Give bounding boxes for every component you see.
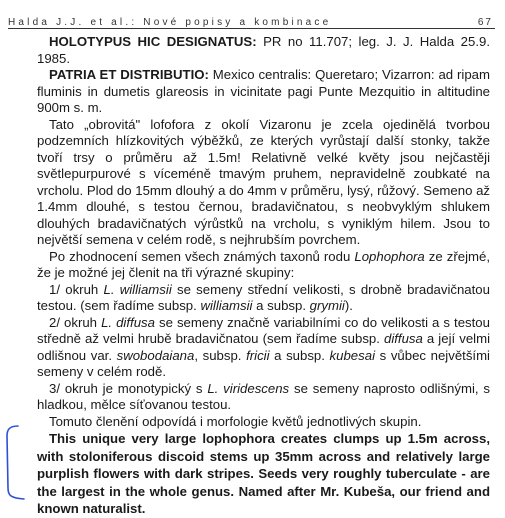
- g1-e: a subsp.: [252, 298, 310, 313]
- g2-g: , subsp.: [194, 347, 247, 363]
- g1-b: L. williamsii: [103, 281, 172, 297]
- g3-a: 3/ okruh je monotypický s: [49, 380, 208, 396]
- holotypus-label: HOLOTYPUS HIC DESIGNATUS:: [49, 34, 257, 49]
- english-summary-paragraph: This unique very large lophophora creates clumps up 1.5m across, with stoloniferous discoid stems up 35mm across and relatively large purplish flowers with dark stripes. Seeds very roughly tuberculate - are the largest in the whole genus. Named after Mr. Kubeša, our friend and known naturalist.: [37, 431, 490, 516]
- g2-b: L. diffusa: [101, 314, 155, 330]
- handwritten-bracket-mark: [0, 0, 40, 514]
- g2-f: swobodaiana: [116, 347, 195, 363]
- page-header: [8, 6, 495, 29]
- holotypus-text: PR no 11.707; leg. J. J. Halda 25.9. 1985.: [37, 34, 490, 66]
- intro-after: ze zřejmé, že je možné jej členit na tři výrazné skupiny:: [37, 248, 490, 280]
- document-body: [37, 34, 490, 518]
- g2-e: a její velmi odlišnou var.: [37, 331, 490, 363]
- g1-f: grymii: [309, 298, 345, 313]
- conclusion-paragraph: Tomuto členění odpovídá i morfologie květů jednotlivých skupin.: [49, 413, 422, 429]
- description-paragraph: Tato „obrovitá" lofofora z okolí Vizaronu je zcela ojedinělá tvorbou podzemních hlízkovitých výběžků, ze kterých vyrůstají další stonky, takže tvoří trsy o průměru až 1.5m! Relativně velké květy jsou nejčastěji světlepurpurové s víceméně tmavým pruhem, nepravidelně zoubkaté na vrcholu. Plod do 15mm dlouhý a do 4mm v průměru, lysý, růžový. Semeno až 1.4mm dlouhé, s testou černou, bradavičnatou, s neobvyklým shlukem dlouhých bradavičnatých výrůstků na vrcholu, s vyniklým hilem. Jsou to největší semena v celém rodě, s nejhrubším povrchem.: [37, 116, 490, 247]
- patria-text: Mexico centralis: Queretaro; Vizarron: ad ripam fluminis in dumetis glareosis in vicinitate pagi Punte Mezquitio in altitudine 900m s. m.: [37, 67, 490, 115]
- holotypus-paragraph: [37, 34, 490, 67]
- intro-genus: Lophophora: [354, 248, 425, 264]
- g2-i: a subsp.: [269, 347, 330, 363]
- g1-g: ).: [344, 298, 353, 313]
- g2-h: fricii: [246, 347, 270, 363]
- patria-label: PATRIA ET DISTRIBUTIO:: [49, 67, 209, 82]
- bracket-stroke: [7, 426, 24, 499]
- g1-d: williamsii: [200, 298, 253, 313]
- g3-b: L. viridescens: [207, 380, 290, 396]
- g2-a: 2/ okruh: [49, 314, 102, 330]
- g2-c: se semeny značně variabilními co do velikosti a s testou středně až velmi hrubě bradavičnatou (sem řadíme subsp.: [37, 314, 490, 346]
- g2-j: kubesai: [329, 347, 376, 363]
- running-title: Halda J.J. et al.: Nové popisy a kombinace: [8, 17, 332, 28]
- g3-c: se semeny naprosto odlišnými, s hladkou, mělce síťovanou testou.: [37, 380, 490, 412]
- patria-paragraph: [37, 67, 490, 117]
- group1-paragraph: [37, 282, 490, 315]
- g1-a: 1/ okruh: [49, 281, 104, 297]
- group2-paragraph: [37, 315, 490, 381]
- page-number: 67: [477, 17, 493, 28]
- group3-paragraph: [37, 381, 490, 414]
- intro-before: Po zhodnocení semen všech známých taxonů rodu: [49, 248, 355, 264]
- g2-d: diffusa: [383, 331, 423, 346]
- g1-c: se semeny střední velikosti, s drobně bradavičnatou testou. (sem řadíme subsp.: [37, 281, 490, 313]
- g2-k: s vůbec největšími semeny v celém rodě.: [37, 347, 490, 379]
- intro-paragraph: [37, 249, 490, 282]
